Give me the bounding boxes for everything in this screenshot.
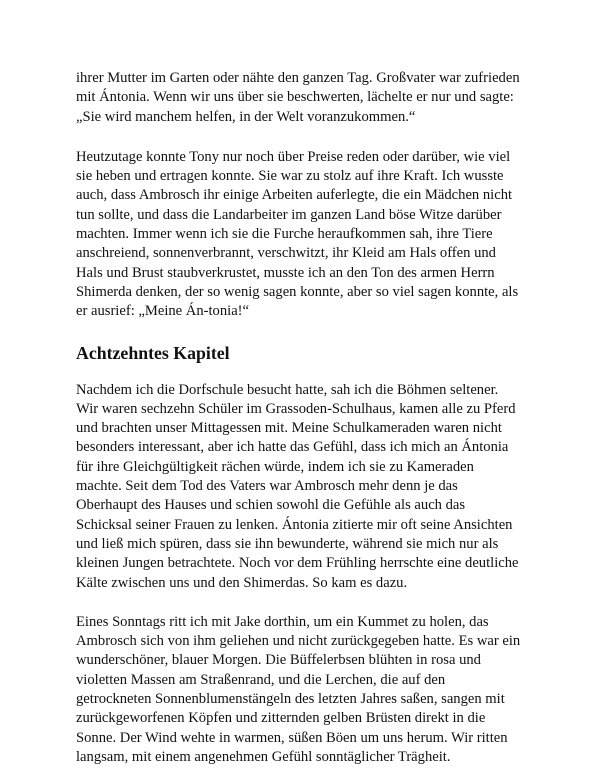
text-line: anschreiend, sonnenverbrannt, verschwitzt, ihr Kleid am Hals offen und — [76, 245, 496, 262]
text-line: Schicksal seiner Frauen zu lenken. Ántonia zitierte mir oft seine Ansichten — [76, 516, 513, 533]
text-line: mit Ántonia. Wenn wir uns über sie beschwerten, lächelte er nur und sagte: — [76, 89, 514, 106]
text-line: Oberhaupt des Hauses und schien sowohl die Gefühle als auch das — [76, 497, 466, 514]
text-line: Nachdem ich die Dorfschule besucht hatte, sah ich die Böhmen seltener. — [76, 381, 499, 398]
text-line: langsam, mit einem angenehmen Gefühl sonntäglicher Trägheit. — [76, 748, 451, 765]
paragraph-4 — [76, 613, 546, 767]
document-page — [76, 69, 546, 767]
paragraph-1 — [76, 69, 546, 127]
text-line: und brachten unser Mittagessen mit. Meine Schulkameraden waren nicht — [76, 420, 502, 437]
chapter-heading: Achtzehntes Kapitel — [76, 342, 230, 363]
text-line: tun sollte, und dass die Landarbeiter im ganzen Land böse Witze darüber — [76, 206, 502, 223]
text-line: violetten Massen am Straßenrand, und die Lerchen, die auf den — [76, 671, 446, 688]
text-line: Wir waren sechzehn Schüler im Grassoden-Schulhaus, kamen alle zu Pferd — [76, 400, 516, 417]
text-line: Kälte zwischen uns und den Shimerdas. So kam es dazu. — [76, 574, 408, 591]
text-line: getrockneten Sonnenblumenstängeln des letzten Jahres saßen, sangen mit — [76, 691, 505, 708]
text-line: Sonne. Der Wind wehte in warmen, süßen Böen um uns herum. Wir ritten — [76, 729, 508, 746]
text-line: sie heben und ertragen konnte. Sie war zu stolz auf ihre Kraft. Ich wusste — [76, 168, 504, 185]
text-line: Eines Sonntags ritt ich mit Jake dorthin, um ein Kummet zu holen, das — [76, 613, 489, 630]
paragraph-2 — [76, 148, 546, 322]
text-line: auch, dass Ambrosch ihr einige Arbeiten auferlegte, die ein Mädchen nicht — [76, 187, 513, 204]
text-line: und ließ mich spüren, dass sie ihn bewunderte, während sie mich nur als — [76, 535, 499, 552]
text-line: zurückgeworfenen Köpfen und zitternden gelben Brüsten direkt in die — [76, 710, 486, 727]
text-line: für ihre Gleichgültigkeit rächen würde, indem ich sie zu Kameraden — [76, 458, 474, 475]
text-line: wunderschöner, blauer Morgen. Die Büffelerbsen blühten in rosa und — [76, 652, 481, 669]
text-line: ihrer Mutter im Garten oder nähte den ganzen Tag. Großvater war zufrieden — [76, 70, 520, 86]
text-line: „Sie wird manchem helfen, in der Welt voranzukommen.“ — [76, 108, 416, 125]
text-line: Heutzutage konnte Tony nur noch über Preise reden oder darüber, wie viel — [76, 148, 511, 165]
text-line: kleinen Jungen betrachtete. Noch vor dem Frühling herrschte eine deutliche — [76, 555, 519, 572]
text-line: Shimerda denken, der so wenig sagen konnte, aber so viel sagen konnte, als — [76, 283, 519, 300]
text-line: Hals und Brust staubverkrustet, musste ich an den Ton des armen Herrn — [76, 264, 495, 281]
text-line: er ausrief: „Meine Án-tonia!“ — [76, 303, 250, 320]
text-line: besonders interessant, aber ich hatte das Gefühl, dass ich mich an Ántonia — [76, 439, 509, 456]
text-line: machte. Seit dem Tod des Vaters war Ambrosch mehr denn je das — [76, 478, 458, 495]
text-line: machten. Immer wenn ich sie die Furche heraufkommen sah, ihre Tiere — [76, 226, 493, 243]
text-line: Ambrosch sich von ihm geliehen und nicht zurückgegeben hatte. Es war ein — [76, 633, 521, 650]
paragraph-3 — [76, 381, 546, 593]
